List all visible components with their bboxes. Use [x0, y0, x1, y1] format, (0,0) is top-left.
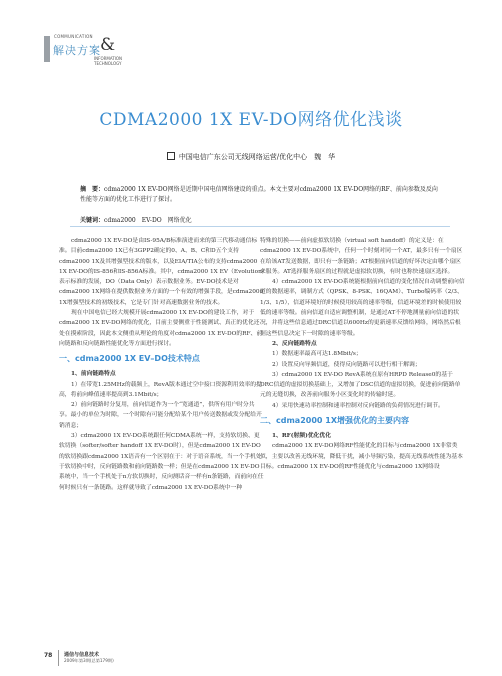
logo-ampersand: & [100, 35, 116, 55]
author-line [0, 152, 502, 162]
keywords-text: cdma2000 EV-DO 网络优化 [104, 217, 192, 224]
subheading: 2、反向链路特点 [272, 340, 317, 347]
author-text: 中国电信广东公司无线网络运营/优化中心 魏 华 [178, 153, 336, 161]
abstract [80, 185, 440, 205]
journal-name: 通信与信息技术 [64, 652, 100, 658]
logo-bottom-text: INFORMATION TECHNOLOGY [94, 56, 123, 66]
paragraph: 2）设置反向导频信道，使得反向链路可以进行相干解调； [272, 361, 421, 368]
paragraph: 现在中国电信已经大规模开展cdma2000 1X EV-DO的建设工作，对于cdma2000 1X EV-DO网络的优化，目前主要侧重于性能测试、真正的优化还处在摸索阶段，因此本文侧重从理论的角度对cdma2000 1X EV-DO的RF、前向链路和反向链路性能优化等方面进行探讨。 [59, 310, 263, 347]
left-column [59, 236, 265, 493]
section-logo [44, 32, 128, 66]
paragraph: cdma2000 1X EV-DO网络RF性能优化的目标与cdma2000 1X非常类似，主要以改善无线环境，降低干扰，减小导频污染，提高无线系统性能为基本目标。cdma2000 1X EV-DO的RF性能优化与cdma2000 1X网络设 [260, 443, 463, 470]
paragraph: 1）在带宽1.25MHz的载频上，RevA版本通过空中接口资源利用效率的提高，将前向峰值速率提高到3.1Mbit/s； [59, 381, 262, 398]
abstract-label: 摘 要： [80, 186, 105, 193]
subheading: 1、前向链路特点 [71, 371, 116, 378]
paragraph: 3）cdma2000 1X EV-DO RevA系统在原有HRPD Release0的基于DRC信道的虚拟切换基础上，又增加了DSC信道的虚拟切换，促进前向链路单元的无缝切换，改善前向服务小区变化时的传输时延。 [260, 371, 461, 399]
right-column [260, 236, 466, 472]
footer-divider [58, 650, 59, 666]
paragraph: 特殊的切换——前向虚拟软切换（virtual soft handoff）的定义是：在cdma2000 1X EV-DO系统中，任何一个时刻对同一个AT，最多只有一个扇区在给该AT发送数据，即只有一条链路；AT根据前向信道的好坏决定由哪个扇区来服务。AT选择服务扇区的过程就是虚拟软切换，有时也称快速扇区选择。 [260, 238, 463, 275]
article-title: CDMA2000 1X EV-DO网络优化浅谈 [99, 110, 403, 130]
page-number: 78 [44, 652, 58, 664]
section-heading: 二、cdma2000 1X增强优化的主要内容 [260, 416, 409, 426]
logo-main-text: 解决方案 [53, 44, 101, 57]
keywords [80, 215, 440, 224]
paragraph: 4）cdma2000 1X EV-DO系统能根据前向信道的变化情况自动调整前向信道的数据速率，调制方式（QPSK、8-PSK、16QAM）、Turbo编码率（2/3、1/3、1/5），信道环境好的时候使用较高的速率等级，信道环境差的时候使用较低的速率等级。前向信道自适应调整机制，是通过AT不停地测量前向信道的状况，并将这些信息通过DRC信道以600Hz的更新速率反馈给网络，网络然后根据这些信息决定下一时隙的速率等级。 [260, 279, 465, 337]
issue-info: 2009年第3期(总第179期) [64, 658, 114, 663]
checkbox-icon [167, 152, 175, 160]
subheading: 1、RF(射频)优化优化 [272, 433, 332, 440]
paragraph: 1）数据速率最高可达1.8Mbit/s； [272, 351, 362, 358]
paragraph: 2）前向链路时分复用，前向信道作为一个“宽通道”，供所有用户时分共享。最小的单位为时隙，一个时隙有可能分配给某个用户传送数据或发分配给开销消息； [59, 402, 262, 429]
divider [70, 226, 450, 227]
logo-top-text: COMMUNICATION [54, 34, 93, 39]
paragraph: 3）cdma2000 1X EV-DO系统跟任何CDMA系统一样，支持软切换、更软切换（softer/softer handoff 1X EV-DO时），但是cdma2000 1X EV-DO的软切换跟cdma2000 1X语音有一个区别在于：对于语音系统，当一个手机处于软切换中时，反向链路数和前向链路数一样；但是在cdma2000 1X EV-DO系统中，当一个手机处于n方软切换时，反向测话音一样有n条链路，而前向在任何时候只有一条链路。这样就导致了cdma2000 1X EV-DO系统中一种 [59, 433, 264, 491]
abstract-text: cdma2000 1X EV-DO网络是近期中国电信网络建设的重点。本文主要对cdma2000 1X EV-DO网络的RF、前向参数及反向性能等方面的优化工作进行了探讨。 [80, 186, 438, 203]
section-heading: 一、cdma2000 1X EV–DO技术特点 [59, 354, 200, 364]
paragraph: cdma2000 1X EV-DO是由IS-95A/B标准演进而来的第三代移动通信标准。目前cdma2000 1X已有3GPP2确定的0、A、B、C和D五个支持cdma2000 1X及其增强型技术的版本，以及EIA/TIA公布的支持cdma2000 1X EV-DO的IS-856和IS-856A标准。其中，cdma2000 1X EV（Evolution）表示标准的发展，DO（Data Only）表示数据业务。EV-DO技术是对cdma2000 1X网络在提供数据业务方面的一个有效的增强手段，是cdma2000 1X增强型技术的初级技术，它是专门针对高速数据业务的技术。 [59, 238, 265, 306]
keywords-label: 关键词： [80, 217, 105, 224]
logo-bar [44, 36, 50, 62]
paragraph: 4）采用快速功率控制和速率控制对反向链路的负荷情况进行调节。 [272, 402, 444, 409]
